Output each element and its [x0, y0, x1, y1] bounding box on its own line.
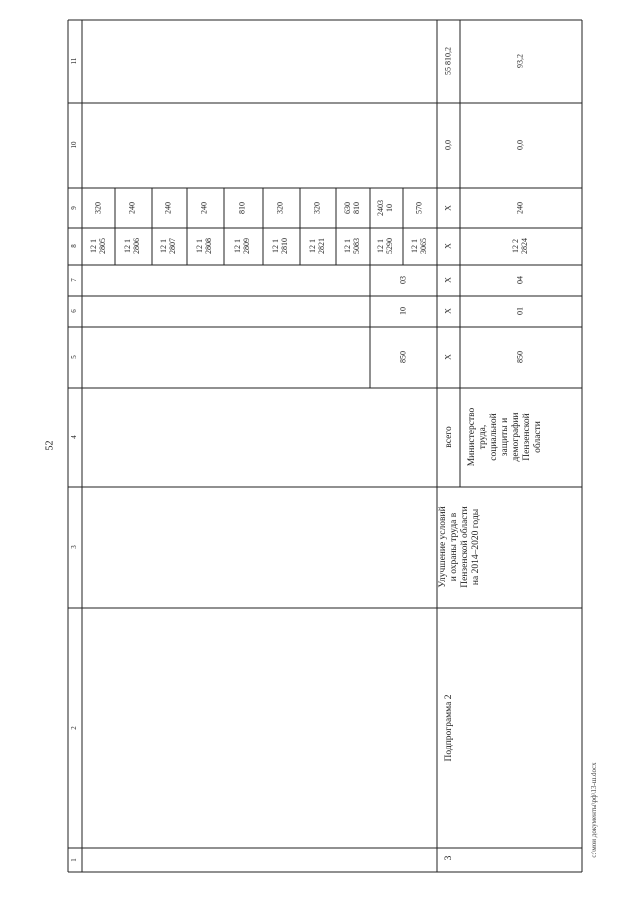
amount-cell: 2403 10 — [376, 200, 394, 216]
ministry-col8: 12 2 2824 — [511, 238, 529, 254]
amount-cell: 240 — [199, 202, 209, 214]
total-col7: Х — [443, 277, 453, 283]
code-cell: 12 1 2821 — [308, 238, 326, 254]
col-num-5: 5 — [70, 355, 79, 359]
row-number: 3 — [443, 855, 454, 861]
ministry-name: Министерство труда, социальной защиты и демографии Пензенской области — [466, 407, 543, 467]
amount-cell: 240 — [127, 202, 137, 214]
col-num-1: 1 — [70, 858, 79, 862]
amount-cell: 320 — [312, 202, 322, 214]
total-label: всего — [443, 426, 454, 448]
col-num-4: 4 — [70, 435, 79, 439]
ministry-col5: 850 — [515, 351, 525, 363]
code-cell: 12 1 2806 — [123, 238, 141, 254]
upper-col7: 03 — [398, 276, 408, 284]
code-cell: 12 1 2808 — [195, 238, 213, 254]
amount-cell: 570 — [414, 202, 424, 214]
total-col11: 55 810,2 — [443, 47, 453, 75]
col-num-9: 9 — [70, 206, 79, 210]
total-col8: Х — [443, 243, 453, 249]
code-cell: 12 1 2805 — [89, 238, 107, 254]
col-num-6: 6 — [70, 309, 79, 313]
page-number: 52 — [44, 440, 56, 451]
subprogram-label: Подпрограмма 2 — [443, 694, 454, 762]
total-col10: 0,0 — [443, 140, 453, 150]
amount-cell: 630 810 — [343, 202, 361, 214]
total-col5: Х — [443, 354, 453, 360]
ministry-col10: 0,0 — [515, 140, 525, 150]
code-cell: 12 1 5290 — [376, 238, 394, 254]
col-num-3: 3 — [70, 545, 79, 549]
code-cell: 12 1 3065 — [410, 238, 428, 254]
amount-cell: 810 — [237, 202, 247, 214]
ministry-col9: 240 — [515, 202, 525, 214]
subprogram-title: Улучшение условий и охраны труда в Пензенской области на 2014–2020 годы — [438, 506, 481, 588]
col-num-7: 7 — [70, 278, 79, 282]
code-cell: 12 1 2807 — [159, 238, 177, 254]
amount-cell: 320 — [275, 202, 285, 214]
code-cell: 12 1 2809 — [233, 238, 251, 254]
col-num-2: 2 — [70, 726, 79, 730]
total-col9: Х — [443, 205, 453, 211]
upper-col6: 10 — [398, 307, 408, 315]
code-cell: 12 1 5083 — [343, 238, 361, 254]
total-col6: Х — [443, 308, 453, 314]
col-num-11: 11 — [70, 57, 79, 65]
code-cell: 12 1 2810 — [271, 238, 289, 254]
ministry-col7: 04 — [515, 276, 525, 284]
col-num-10: 10 — [70, 141, 79, 149]
ministry-col6: 01 — [515, 307, 525, 315]
upper-col5: 850 — [398, 351, 408, 363]
col-num-8: 8 — [70, 244, 79, 248]
amount-cell: 240 — [163, 202, 173, 214]
amount-cell: 320 — [93, 202, 103, 214]
ministry-col11: 93,2 — [515, 54, 525, 68]
footer-file-path: c:\мои документы\рф\13-ш.docx — [590, 762, 598, 858]
